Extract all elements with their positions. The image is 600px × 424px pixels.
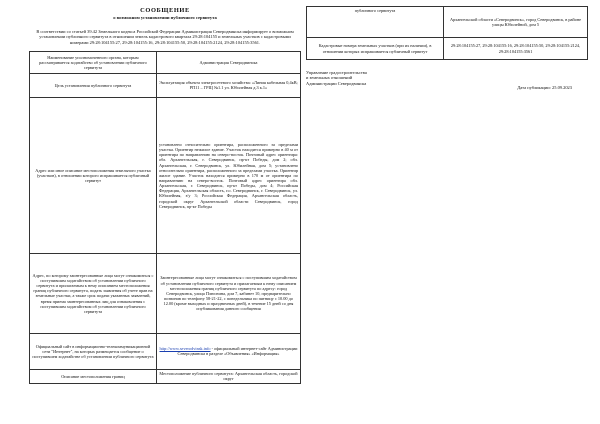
website-link[interactable]: http://www.severodvinsk.info <box>159 346 211 352</box>
publication-date: Дата публикации: 25.09.2023 <box>517 85 572 90</box>
table-row <box>30 253 301 333</box>
table-row <box>30 333 301 369</box>
row-label: Описание местоположения границ <box>30 369 157 383</box>
row-value: Архангельской области «Северодвинск», город Северодвинск, в районе улицы Юбилейной, дом 5 <box>444 7 588 38</box>
servitude-table <box>29 51 301 384</box>
department-line-2: и земельных отношений <box>306 75 353 81</box>
notice-intro: В соответствии со статьей 39.42 Земельного кодекса Российской Федерации Администрация Северодвинска информирует о возможном установлении публичного сервитута в отношении земель кадастрового квартала 29:28:104155 и земельных участков с кадастровыми номерами 29:28:104155:27, 29:28:104155:16, 29:28:104155:50, 29:28:104155:2124, 29:28:104155:3561. <box>36 29 294 45</box>
table-row <box>307 7 588 38</box>
row-value <box>156 333 300 369</box>
row-label: Адрес или иное описание местоположения земельного участка (участков), в отношении которого испрашивается публичный сервитут <box>30 97 157 253</box>
table-row <box>30 369 301 383</box>
row-label: публичного сервитута <box>307 7 444 38</box>
table-row <box>307 38 588 60</box>
row-value: 29:28:104155:27, 29:28:104155:16, 29:28:104155:50, 29:28:104155:2124, 29:28:104155:3561 <box>444 38 588 60</box>
department-line-1: Управление градостроительства <box>306 70 367 75</box>
left-page <box>29 6 301 384</box>
table-row <box>30 73 301 97</box>
row-label: Кадастровые номера земельных участков (при их наличии), в отношении которых испрашивается публичный сервитут <box>307 38 444 60</box>
right-page <box>306 6 588 90</box>
table-row <box>30 97 301 253</box>
notice-title: СООБЩЕНИЕ <box>140 7 190 14</box>
row-label: Адрес, по которому заинтересованные лица могут ознакомиться с поступившим ходатайством об установлении публичного сервитута и прилагаемым к нему описанием местоположения границ публичного сервитута, подать заявления об учете прав на земельные участки, а также срок подачи указанных заявлений, время приема заинтересованных лиц для ознакомления с поступившим ходатайством об установлении публичного сервитута <box>30 253 157 333</box>
row-value: Местоположение публичного сервитута: Архангельская область, городской округ <box>156 369 300 383</box>
notice-subtitle: о возможном установлении публичного сервитута <box>113 15 217 20</box>
table-row <box>30 51 301 73</box>
signature-block <box>306 70 588 90</box>
row-value: установлено относительно ориентира, расположенного за пределами участка. Ориентир нежилое здание. Участок находится примерно в 40 м от ориентира по направлению на северо-восток. Почтовый адрес ориентира: обл. Архангельская, г. Северодвинск, пр-кт Победы, дом 2; обл. Архангельская, г. Северодвинск, ул. Юбилейная, дом 5; установлено относительно ориентира, расположенного за пределами участка. Ориентир жилое здание. Участок находится примерно в 170 м от ориентира по направлению на северо-восток. Почтовый адрес ориентира обл. Архангельская, г. Северодвинск, пр-кт Победы, дом 4; Российская Федерация, Архангельская область, г.о. Северодвинск, г. Северодвинск, ул. Юбилейная, з/у 3; Российская Федерация, Архангельская область, городской округ Архангельской области Северодвинск, город Северодвинск, пр-кт Победы <box>156 97 300 253</box>
row-label: Цель установления публичного сервитута <box>30 73 157 97</box>
website-description: - официальный интернет-сайт Администрации Северодвинска в разделе «Объявления» «Информация» <box>177 346 298 357</box>
row-value: Эксплуатация объекта электросетевого хозяйства: «Линия кабельная 0,4кВ; РП11 – ГРЩ №1.1 ул. Юбилейная д.3 к.1» <box>156 73 300 97</box>
row-label: Официальный сайт в информационно-телекоммуникационной сети "Интернет", на которых размещается сообщение о поступившем ходатайстве об установлении публичного сервитута <box>30 333 157 369</box>
row-value: Заинтересованные лица могут ознакомиться с поступившим ходатайством об установлении публичного сервитута и прилагаемым к нему описанием местоположения границ публичного сервитута по адресу: город Северодвинск, улица Плюснина, дом 7, кабинет 10, предварительно позвонив по телефону 58-21-22, с понедельника по пятницу с 10.00 до 12.00 (кроме выходных и праздничных дней), в течение 15 дней со дня опубликования данного сообщения <box>156 253 300 333</box>
row-value: Администрация Северодвинска <box>156 51 300 73</box>
row-label: Наименование уполномоченного органа, которым рассматривается ходатайство об установлении публичного сервитута <box>30 51 157 73</box>
department-line-3: Администрации Северодвинска <box>306 80 367 86</box>
continuation-table <box>306 6 588 60</box>
